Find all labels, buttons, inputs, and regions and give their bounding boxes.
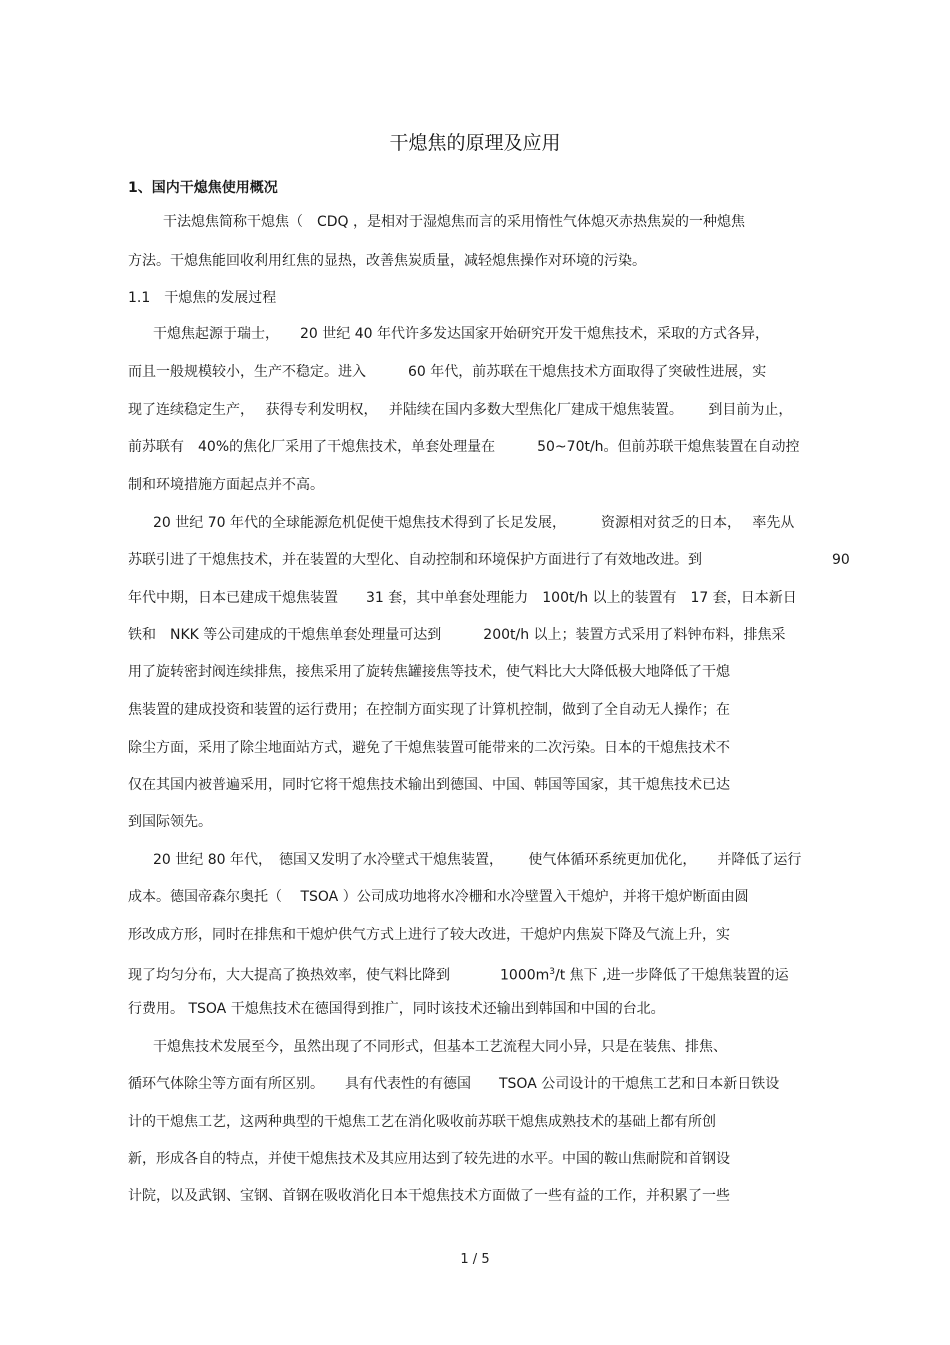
paragraph-line: 20 世纪 70 年代的全球能源危机促使干熄焦技术得到了长足发展， 资源相对贫乏的日本， 率先从	[153, 515, 795, 531]
paragraph-line: 仅在其国内被普遍采用，同时它将干熄焦技术输出到德国、中国、韩国等国家，其干熄焦技术已达	[128, 777, 730, 793]
paragraph-line: 20 世纪 80 年代， 德国又发明了水冷壁式干熄焦装置， 使气体循环系统更加优化， 并降低了运行	[153, 852, 802, 868]
paragraph-line: 焦装置的建成投资和装置的运行费用；在控制方面实现了计算机控制，做到了全自动无人操作；在	[128, 702, 730, 718]
section-heading-1-1: 1.1 干熄焦的发展过程	[128, 290, 277, 306]
text-run: 1000m	[500, 967, 550, 984]
paragraph-line: 方法。干熄焦能回收利用红焦的显热，改善焦炭质量，减轻熄焦操作对环境的污染。	[128, 253, 646, 269]
paragraph-line: 制和环境措施方面起点并不高。	[128, 477, 324, 493]
text-run: 现了均匀分布，大大提高了换热效率，使气料比降到	[128, 967, 450, 984]
paragraph-line: 现了连续稳定生产， 获得专利发明权， 并陆续在国内多数大型焦化厂建成干熄焦装置。 到目前为止，	[128, 402, 793, 418]
paragraph-line: 前苏联有 40%的焦化厂采用了干熄焦技术，单套处理量在 50~70t/h。但前苏联干熄焦装置在自动控	[128, 439, 800, 455]
paragraph-line: 除尘方面，采用了除尘地面站方式，避免了干熄焦装置可能带来的二次污染。日本的干熄焦技术不	[128, 740, 730, 756]
paragraph-line: 计院，以及武钢、宝钢、首钢在吸收消化日本干熄焦技术方面做了一些有益的工作，并积累了一些	[128, 1188, 730, 1204]
paragraph-line	[128, 962, 789, 986]
paragraph-line-fragment: 90	[832, 552, 850, 568]
paragraph-line: 行费用。 TSOA 干熄焦技术在德国得到推广，同时该技术还输出到韩国和中国的台北。	[128, 1001, 665, 1017]
section-heading-1: 1、国内干熄焦使用概况	[128, 180, 278, 196]
paragraph-line: 计的干熄焦工艺，这两种典型的干熄焦工艺在消化吸收前苏联干熄焦成熟技术的基础上都有所创	[128, 1114, 716, 1130]
paragraph-line: 新，形成各自的特点，并使干熄焦技术及其应用达到了较先进的水平。中国的鞍山焦耐院和首钢设	[128, 1151, 730, 1167]
paragraph-line: 苏联引进了干熄焦技术，并在装置的大型化、自动控制和环境保护方面进行了有效地改进。到	[128, 552, 702, 568]
document-title: 干熄焦的原理及应用	[389, 132, 561, 154]
paragraph-line: 循环气体除尘等方面有所区别。 具有代表性的有德国 TSOA 公司设计的干熄焦工艺和日本新日铁设	[128, 1076, 780, 1092]
paragraph-line: 成本。德国帝森尔奥托（ TSOA ）公司成功地将水冷栅和水冷壁置入干熄炉，并将干熄炉断面由圆	[128, 889, 749, 905]
paragraph-line: 干熄焦技术发展至今，虽然出现了不同形式，但基本工艺流程大同小异，只是在装焦、排焦、	[153, 1039, 727, 1055]
paragraph-line: 形改成方形，同时在排焦和干熄炉供气方式上进行了较大改进，干熄炉内焦炭下降及气流上升，实	[128, 927, 730, 943]
text-run: /t 焦下 ,进一步降低了干熄焦装置的运	[555, 967, 789, 984]
paragraph-line: 到国际领先。	[128, 814, 212, 830]
page-number: 1 / 5	[460, 1252, 490, 1267]
paragraph-line: 干法熄焦简称干熄焦（ CDQ ，是相对于湿熄焦而言的采用惰性气体熄灭赤热焦炭的一种熄焦	[163, 214, 746, 230]
paragraph-line: 而且一般规模较小，生产不稳定。进入 60 年代，前苏联在干熄焦技术方面取得了突破性进展，实	[128, 364, 767, 380]
paragraph-line: 年代中期，日本已建成干熄焦装置 31 套，其中单套处理能力 100t/h 以上的装置有 17 套，日本新日	[128, 590, 797, 606]
superscript: 3	[549, 967, 556, 977]
paragraph-line: 干熄焦起源于瑞士， 20 世纪 40 年代许多发达国家开始研究开发干熄焦技术，采取的方式各异，	[153, 326, 769, 342]
paragraph-line: 用了旋转密封阀连续排焦，接焦采用了旋转焦罐接焦等技术，使气料比大大降低极大地降低了干熄	[128, 664, 730, 680]
paragraph-line: 铁和 NKK 等公司建成的干熄焦单套处理量可达到 200t/h 以上；装置方式采用了料钟布料，排焦采	[128, 627, 786, 643]
